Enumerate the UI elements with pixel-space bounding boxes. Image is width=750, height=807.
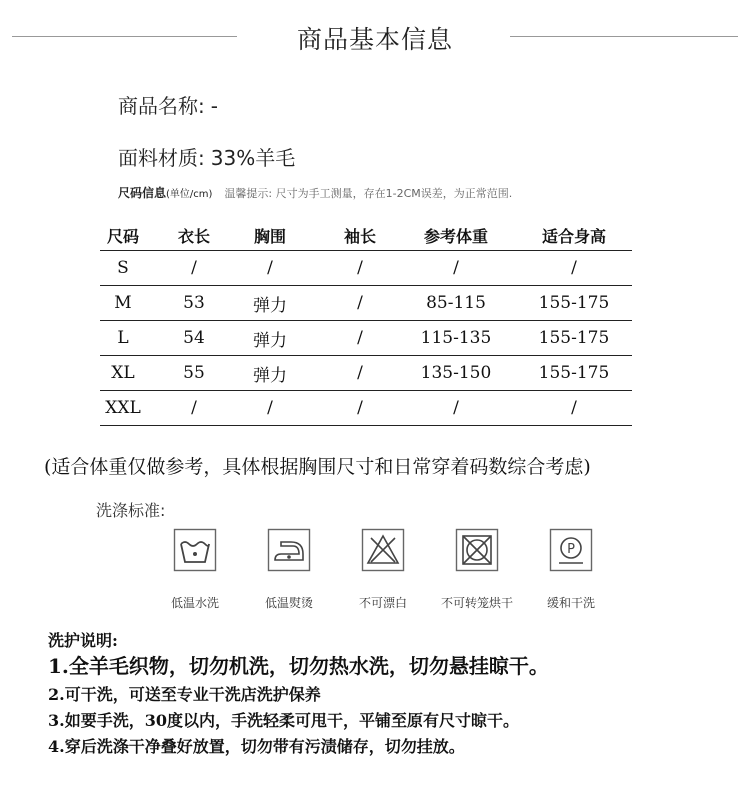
product-name-label: 商品名称: — [118, 94, 205, 118]
cell-sleeve: / — [357, 258, 363, 278]
wash-title: 洗涤标准: — [96, 501, 166, 520]
wash-label: 低温水洗 — [170, 596, 219, 610]
size-info-title: 尺码信息 — [118, 186, 167, 200]
cell-sleeve: / — [357, 293, 363, 313]
cell-size: M — [114, 293, 132, 313]
wash-item — [244, 522, 334, 611]
cell-weight: 85-115 — [426, 293, 486, 313]
header-height: 适合身高 — [541, 226, 606, 246]
size-info-header — [118, 184, 512, 201]
cell-chest: 弹力 — [253, 330, 287, 351]
size-info-unit: (单位/cm) — [166, 189, 213, 200]
wash-label: 缓和干洗 — [546, 596, 595, 610]
page-title: 商品基本信息 — [296, 25, 453, 54]
cell-length: / — [191, 258, 197, 278]
cell-height: / — [571, 258, 577, 278]
table-row — [100, 251, 632, 286]
wash-label: 低温熨烫 — [264, 596, 313, 610]
gentle-dry-clean-icon — [549, 528, 593, 572]
cell-sleeve: / — [357, 363, 363, 383]
header-weight: 参考体重 — [423, 226, 488, 246]
care-item: 4.穿后洗涤干净叠好放置，切勿带有污渍储存，切勿挂放。 — [48, 737, 465, 756]
cell-chest: 弹力 — [253, 295, 287, 316]
cell-height: 155-175 — [538, 328, 610, 348]
material-label: 面料材质: — [118, 146, 205, 170]
cell-length: 55 — [183, 363, 205, 383]
care-item: 1.全羊毛织物，切勿机洗，切勿热水洗，切勿悬挂晾干。 — [48, 654, 549, 678]
cell-weight: 135-150 — [420, 363, 492, 383]
cell-chest: 弹力 — [253, 365, 287, 386]
cell-length: 53 — [183, 293, 205, 313]
cell-length: / — [191, 398, 197, 418]
cell-weight: / — [453, 398, 459, 418]
cell-size: L — [117, 328, 129, 348]
care-item: 3.如要手洗，30度以内，手洗轻柔可甩干，平铺至原有尺寸晾干。 — [48, 711, 519, 730]
product-name-value: - — [210, 94, 218, 118]
size-table-header — [100, 220, 632, 251]
no-tumble-dry-icon — [455, 528, 499, 572]
wash-item — [526, 522, 616, 611]
cell-sleeve: / — [357, 328, 363, 348]
cell-height: 155-175 — [538, 363, 610, 383]
wash-label: 不可漂白 — [358, 596, 407, 610]
cell-size: XL — [111, 363, 135, 383]
size-info-note: 温馨提示: 尺寸为手工测量，存在1-2CM误差，为正常范围. — [224, 187, 513, 200]
wash-icons — [150, 522, 620, 622]
wash-item — [432, 522, 522, 611]
cell-size: S — [117, 258, 129, 278]
material-value: 33%羊毛 — [210, 146, 296, 170]
cell-length: 54 — [183, 328, 205, 348]
cell-height: / — [571, 398, 577, 418]
material-row — [118, 142, 295, 171]
table-row — [100, 356, 632, 391]
header-chest: 胸围 — [253, 226, 286, 246]
table-row — [100, 286, 632, 321]
table-row — [100, 321, 632, 356]
wash-low-temp-icon — [173, 528, 217, 572]
cell-chest: / — [267, 398, 273, 418]
care-item: 2.可干洗，可送至专业干洗店洗护保养 — [48, 685, 321, 704]
fit-note: (适合体重仅做参考，具体根据胸围尺寸和日常穿着码数综合考虑) — [44, 456, 591, 478]
table-row — [100, 391, 632, 426]
care-title: 洗护说明: — [48, 631, 118, 650]
cell-sleeve: / — [357, 398, 363, 418]
svg-text:P: P — [567, 542, 575, 557]
wash-label: 不可转笼烘干 — [440, 596, 513, 610]
wash-item — [338, 522, 428, 611]
cell-size: XXL — [105, 398, 141, 418]
iron-low-temp-icon — [267, 528, 311, 572]
no-bleach-icon — [361, 528, 405, 572]
cell-weight: / — [453, 258, 459, 278]
product-name-row — [118, 90, 218, 119]
cell-weight: 115-135 — [420, 328, 492, 348]
header-sleeve: 袖长 — [343, 226, 376, 246]
cell-chest: / — [267, 258, 273, 278]
header-length: 衣长 — [177, 226, 210, 246]
size-table — [100, 220, 632, 426]
wash-item — [150, 522, 240, 611]
cell-height: 155-175 — [538, 293, 610, 313]
header-size: 尺码 — [106, 226, 139, 246]
